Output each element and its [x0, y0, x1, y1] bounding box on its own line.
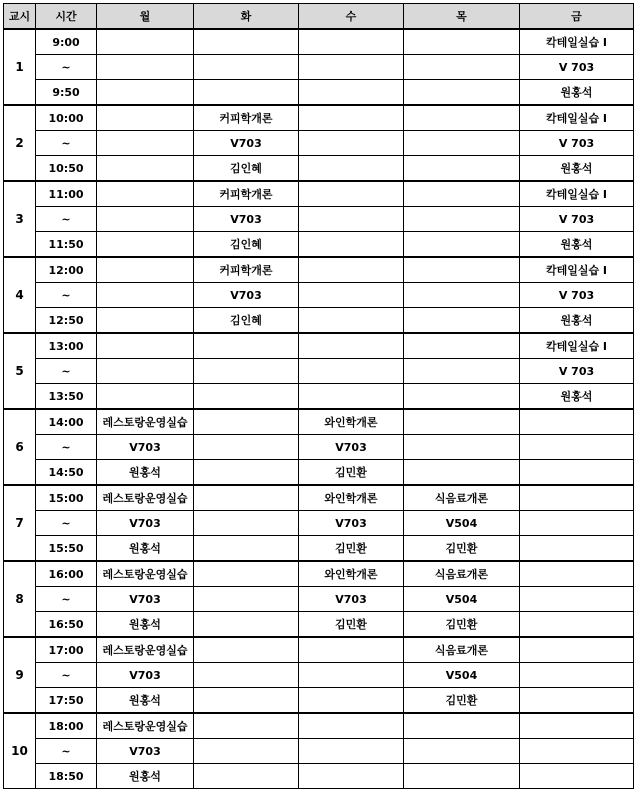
table-row — [4, 409, 634, 435]
time-cell: 11:00 — [36, 181, 97, 207]
tue-cell — [194, 359, 299, 384]
fri-cell — [520, 511, 634, 536]
table-row — [4, 587, 634, 612]
time-cell: 13:50 — [36, 384, 97, 410]
thu-cell: 김민환 — [404, 612, 520, 638]
fri-cell — [520, 587, 634, 612]
tue-cell: 커피학개론 — [194, 181, 299, 207]
period-number-cell: 2 — [4, 105, 36, 181]
time-cell: 10:50 — [36, 156, 97, 182]
tue-cell — [194, 409, 299, 435]
period-number-cell: 1 — [4, 29, 36, 105]
tue-cell: 김인혜 — [194, 232, 299, 258]
mon-cell: 레스토랑운영실습 — [97, 561, 194, 587]
thu-cell — [404, 409, 520, 435]
period-number-cell: 10 — [4, 713, 36, 789]
wed-cell — [299, 29, 404, 55]
fri-cell — [520, 739, 634, 764]
thu-cell — [404, 131, 520, 156]
period-number-cell: 3 — [4, 181, 36, 257]
wed-cell — [299, 283, 404, 308]
table-row — [4, 308, 634, 334]
wed-cell — [299, 637, 404, 663]
header-mon: 월 — [97, 4, 194, 30]
time-cell: 17:00 — [36, 637, 97, 663]
tue-cell — [194, 764, 299, 789]
tue-cell — [194, 435, 299, 460]
thu-cell — [404, 308, 520, 334]
time-cell: 12:00 — [36, 257, 97, 283]
mon-cell: 레스토랑운영실습 — [97, 409, 194, 435]
fri-cell: 칵테일실습 I — [520, 333, 634, 359]
mon-cell — [97, 55, 194, 80]
table-row — [4, 384, 634, 410]
fri-cell: 칵테일실습 I — [520, 29, 634, 55]
thu-cell: V504 — [404, 663, 520, 688]
time-cell: 15:00 — [36, 485, 97, 511]
fri-cell: 칵테일실습 I — [520, 181, 634, 207]
header-row — [4, 4, 634, 30]
time-cell: 17:50 — [36, 688, 97, 714]
fri-cell — [520, 460, 634, 486]
thu-cell — [404, 257, 520, 283]
header-thu: 목 — [404, 4, 520, 30]
time-cell: 9:50 — [36, 80, 97, 106]
wed-cell — [299, 207, 404, 232]
wed-cell — [299, 232, 404, 258]
table-row — [4, 257, 634, 283]
tue-cell — [194, 612, 299, 638]
wed-cell — [299, 384, 404, 410]
thu-cell: 김민환 — [404, 688, 520, 714]
header-fri: 금 — [520, 4, 634, 30]
period-number-cell: 4 — [4, 257, 36, 333]
wed-cell — [299, 713, 404, 739]
wed-cell: 김민환 — [299, 536, 404, 562]
time-cell: 16:00 — [36, 561, 97, 587]
wed-cell: V703 — [299, 587, 404, 612]
thu-cell: 식음료개론 — [404, 561, 520, 587]
fri-cell: 원홍석 — [520, 80, 634, 106]
time-cell: ~ — [36, 55, 97, 80]
mon-cell — [97, 257, 194, 283]
header-wed: 수 — [299, 4, 404, 30]
fri-cell: V 703 — [520, 131, 634, 156]
thu-cell — [404, 105, 520, 131]
time-cell: 13:00 — [36, 333, 97, 359]
thu-cell — [404, 384, 520, 410]
fri-cell: V 703 — [520, 359, 634, 384]
wed-cell: 와인학개론 — [299, 409, 404, 435]
mon-cell: 레스토랑운영실습 — [97, 713, 194, 739]
time-cell: 12:50 — [36, 308, 97, 334]
fri-cell: 원홍석 — [520, 156, 634, 182]
table-row — [4, 713, 634, 739]
tue-cell — [194, 739, 299, 764]
wed-cell — [299, 359, 404, 384]
period-number-cell: 7 — [4, 485, 36, 561]
timetable — [3, 3, 634, 789]
fri-cell — [520, 637, 634, 663]
tue-cell — [194, 460, 299, 486]
fri-cell: 칵테일실습 I — [520, 257, 634, 283]
fri-cell: 원홍석 — [520, 308, 634, 334]
wed-cell: V703 — [299, 435, 404, 460]
time-cell: 9:00 — [36, 29, 97, 55]
thu-cell — [404, 283, 520, 308]
wed-cell — [299, 764, 404, 789]
wed-cell: 김민환 — [299, 460, 404, 486]
thu-cell — [404, 359, 520, 384]
time-cell: 14:00 — [36, 409, 97, 435]
table-row — [4, 485, 634, 511]
wed-cell — [299, 688, 404, 714]
thu-cell: 김민환 — [404, 536, 520, 562]
fri-cell — [520, 561, 634, 587]
tue-cell: V703 — [194, 131, 299, 156]
header-period: 교시 — [4, 4, 36, 30]
tue-cell — [194, 663, 299, 688]
fri-cell — [520, 435, 634, 460]
mon-cell — [97, 156, 194, 182]
wed-cell — [299, 663, 404, 688]
fri-cell — [520, 536, 634, 562]
thu-cell — [404, 764, 520, 789]
tue-cell — [194, 713, 299, 739]
fri-cell: 칵테일실습 I — [520, 105, 634, 131]
mon-cell — [97, 80, 194, 106]
table-row — [4, 156, 634, 182]
table-row — [4, 80, 634, 106]
mon-cell: 레스토랑운영실습 — [97, 485, 194, 511]
fri-cell — [520, 663, 634, 688]
mon-cell — [97, 384, 194, 410]
mon-cell — [97, 181, 194, 207]
wed-cell — [299, 333, 404, 359]
table-row — [4, 29, 634, 55]
time-cell: 15:50 — [36, 536, 97, 562]
thu-cell: V504 — [404, 511, 520, 536]
table-row — [4, 131, 634, 156]
wed-cell — [299, 80, 404, 106]
thu-cell — [404, 460, 520, 486]
wed-cell — [299, 55, 404, 80]
fri-cell: 원홍석 — [520, 232, 634, 258]
period-number-cell: 5 — [4, 333, 36, 409]
table-row — [4, 561, 634, 587]
fri-cell: V 703 — [520, 55, 634, 80]
wed-cell — [299, 131, 404, 156]
wed-cell — [299, 308, 404, 334]
time-cell: ~ — [36, 739, 97, 764]
tue-cell: V703 — [194, 283, 299, 308]
thu-cell — [404, 181, 520, 207]
tue-cell — [194, 511, 299, 536]
header-time: 시간 — [36, 4, 97, 30]
thu-cell: V504 — [404, 587, 520, 612]
tue-cell: 김인혜 — [194, 156, 299, 182]
mon-cell: 원홍석 — [97, 612, 194, 638]
mon-cell — [97, 359, 194, 384]
tue-cell: 김인혜 — [194, 308, 299, 334]
header-tue: 화 — [194, 4, 299, 30]
mon-cell: V703 — [97, 663, 194, 688]
wed-cell: 김민환 — [299, 612, 404, 638]
thu-cell: 식음료개론 — [404, 485, 520, 511]
mon-cell — [97, 29, 194, 55]
mon-cell: V703 — [97, 435, 194, 460]
table-row — [4, 359, 634, 384]
time-cell: 18:50 — [36, 764, 97, 789]
mon-cell — [97, 207, 194, 232]
tue-cell — [194, 485, 299, 511]
mon-cell — [97, 308, 194, 334]
mon-cell: V703 — [97, 739, 194, 764]
fri-cell — [520, 409, 634, 435]
table-row — [4, 232, 634, 258]
mon-cell — [97, 333, 194, 359]
mon-cell: 원홍석 — [97, 460, 194, 486]
wed-cell: V703 — [299, 511, 404, 536]
tue-cell — [194, 55, 299, 80]
table-row — [4, 612, 634, 638]
wed-cell — [299, 181, 404, 207]
mon-cell: 원홍석 — [97, 536, 194, 562]
tue-cell: 커피학개론 — [194, 105, 299, 131]
mon-cell — [97, 131, 194, 156]
tue-cell — [194, 587, 299, 612]
table-row — [4, 435, 634, 460]
wed-cell — [299, 257, 404, 283]
table-row — [4, 536, 634, 562]
time-cell: 18:00 — [36, 713, 97, 739]
thu-cell — [404, 80, 520, 106]
tue-cell — [194, 29, 299, 55]
fri-cell: 원홍석 — [520, 384, 634, 410]
time-cell: ~ — [36, 359, 97, 384]
table-row — [4, 333, 634, 359]
tue-cell — [194, 688, 299, 714]
time-cell: ~ — [36, 587, 97, 612]
time-cell: 11:50 — [36, 232, 97, 258]
table-row — [4, 764, 634, 789]
table-row — [4, 637, 634, 663]
fri-cell — [520, 688, 634, 714]
table-row — [4, 739, 634, 764]
tue-cell: V703 — [194, 207, 299, 232]
thu-cell — [404, 713, 520, 739]
mon-cell — [97, 105, 194, 131]
time-cell: ~ — [36, 435, 97, 460]
mon-cell — [97, 232, 194, 258]
thu-cell — [404, 55, 520, 80]
time-cell: ~ — [36, 663, 97, 688]
wed-cell — [299, 739, 404, 764]
time-cell: ~ — [36, 207, 97, 232]
table-row — [4, 511, 634, 536]
tue-cell: 커피학개론 — [194, 257, 299, 283]
thu-cell — [404, 232, 520, 258]
mon-cell: 원홍석 — [97, 688, 194, 714]
mon-cell: V703 — [97, 511, 194, 536]
time-cell: ~ — [36, 131, 97, 156]
tue-cell — [194, 333, 299, 359]
timetable-body — [4, 29, 634, 789]
table-row — [4, 663, 634, 688]
fri-cell: V 703 — [520, 207, 634, 232]
period-number-cell: 6 — [4, 409, 36, 485]
table-row — [4, 181, 634, 207]
time-cell: ~ — [36, 511, 97, 536]
table-row — [4, 207, 634, 232]
thu-cell — [404, 739, 520, 764]
wed-cell: 와인학개론 — [299, 561, 404, 587]
thu-cell: 식음료개론 — [404, 637, 520, 663]
table-row — [4, 55, 634, 80]
time-cell: ~ — [36, 283, 97, 308]
fri-cell — [520, 764, 634, 789]
mon-cell: 원홍석 — [97, 764, 194, 789]
mon-cell — [97, 283, 194, 308]
thu-cell — [404, 435, 520, 460]
table-row — [4, 460, 634, 486]
fri-cell — [520, 612, 634, 638]
time-cell: 14:50 — [36, 460, 97, 486]
tue-cell — [194, 536, 299, 562]
time-cell: 16:50 — [36, 612, 97, 638]
wed-cell — [299, 105, 404, 131]
wed-cell — [299, 156, 404, 182]
tue-cell — [194, 561, 299, 587]
fri-cell: V 703 — [520, 283, 634, 308]
fri-cell — [520, 485, 634, 511]
tue-cell — [194, 80, 299, 106]
fri-cell — [520, 713, 634, 739]
table-row — [4, 105, 634, 131]
time-cell: 10:00 — [36, 105, 97, 131]
tue-cell — [194, 384, 299, 410]
table-row — [4, 688, 634, 714]
tue-cell — [194, 637, 299, 663]
thu-cell — [404, 156, 520, 182]
period-number-cell: 8 — [4, 561, 36, 637]
thu-cell — [404, 29, 520, 55]
table-row — [4, 283, 634, 308]
mon-cell: 레스토랑운영실습 — [97, 637, 194, 663]
period-number-cell: 9 — [4, 637, 36, 713]
wed-cell: 와인학개론 — [299, 485, 404, 511]
mon-cell: V703 — [97, 587, 194, 612]
thu-cell — [404, 207, 520, 232]
thu-cell — [404, 333, 520, 359]
